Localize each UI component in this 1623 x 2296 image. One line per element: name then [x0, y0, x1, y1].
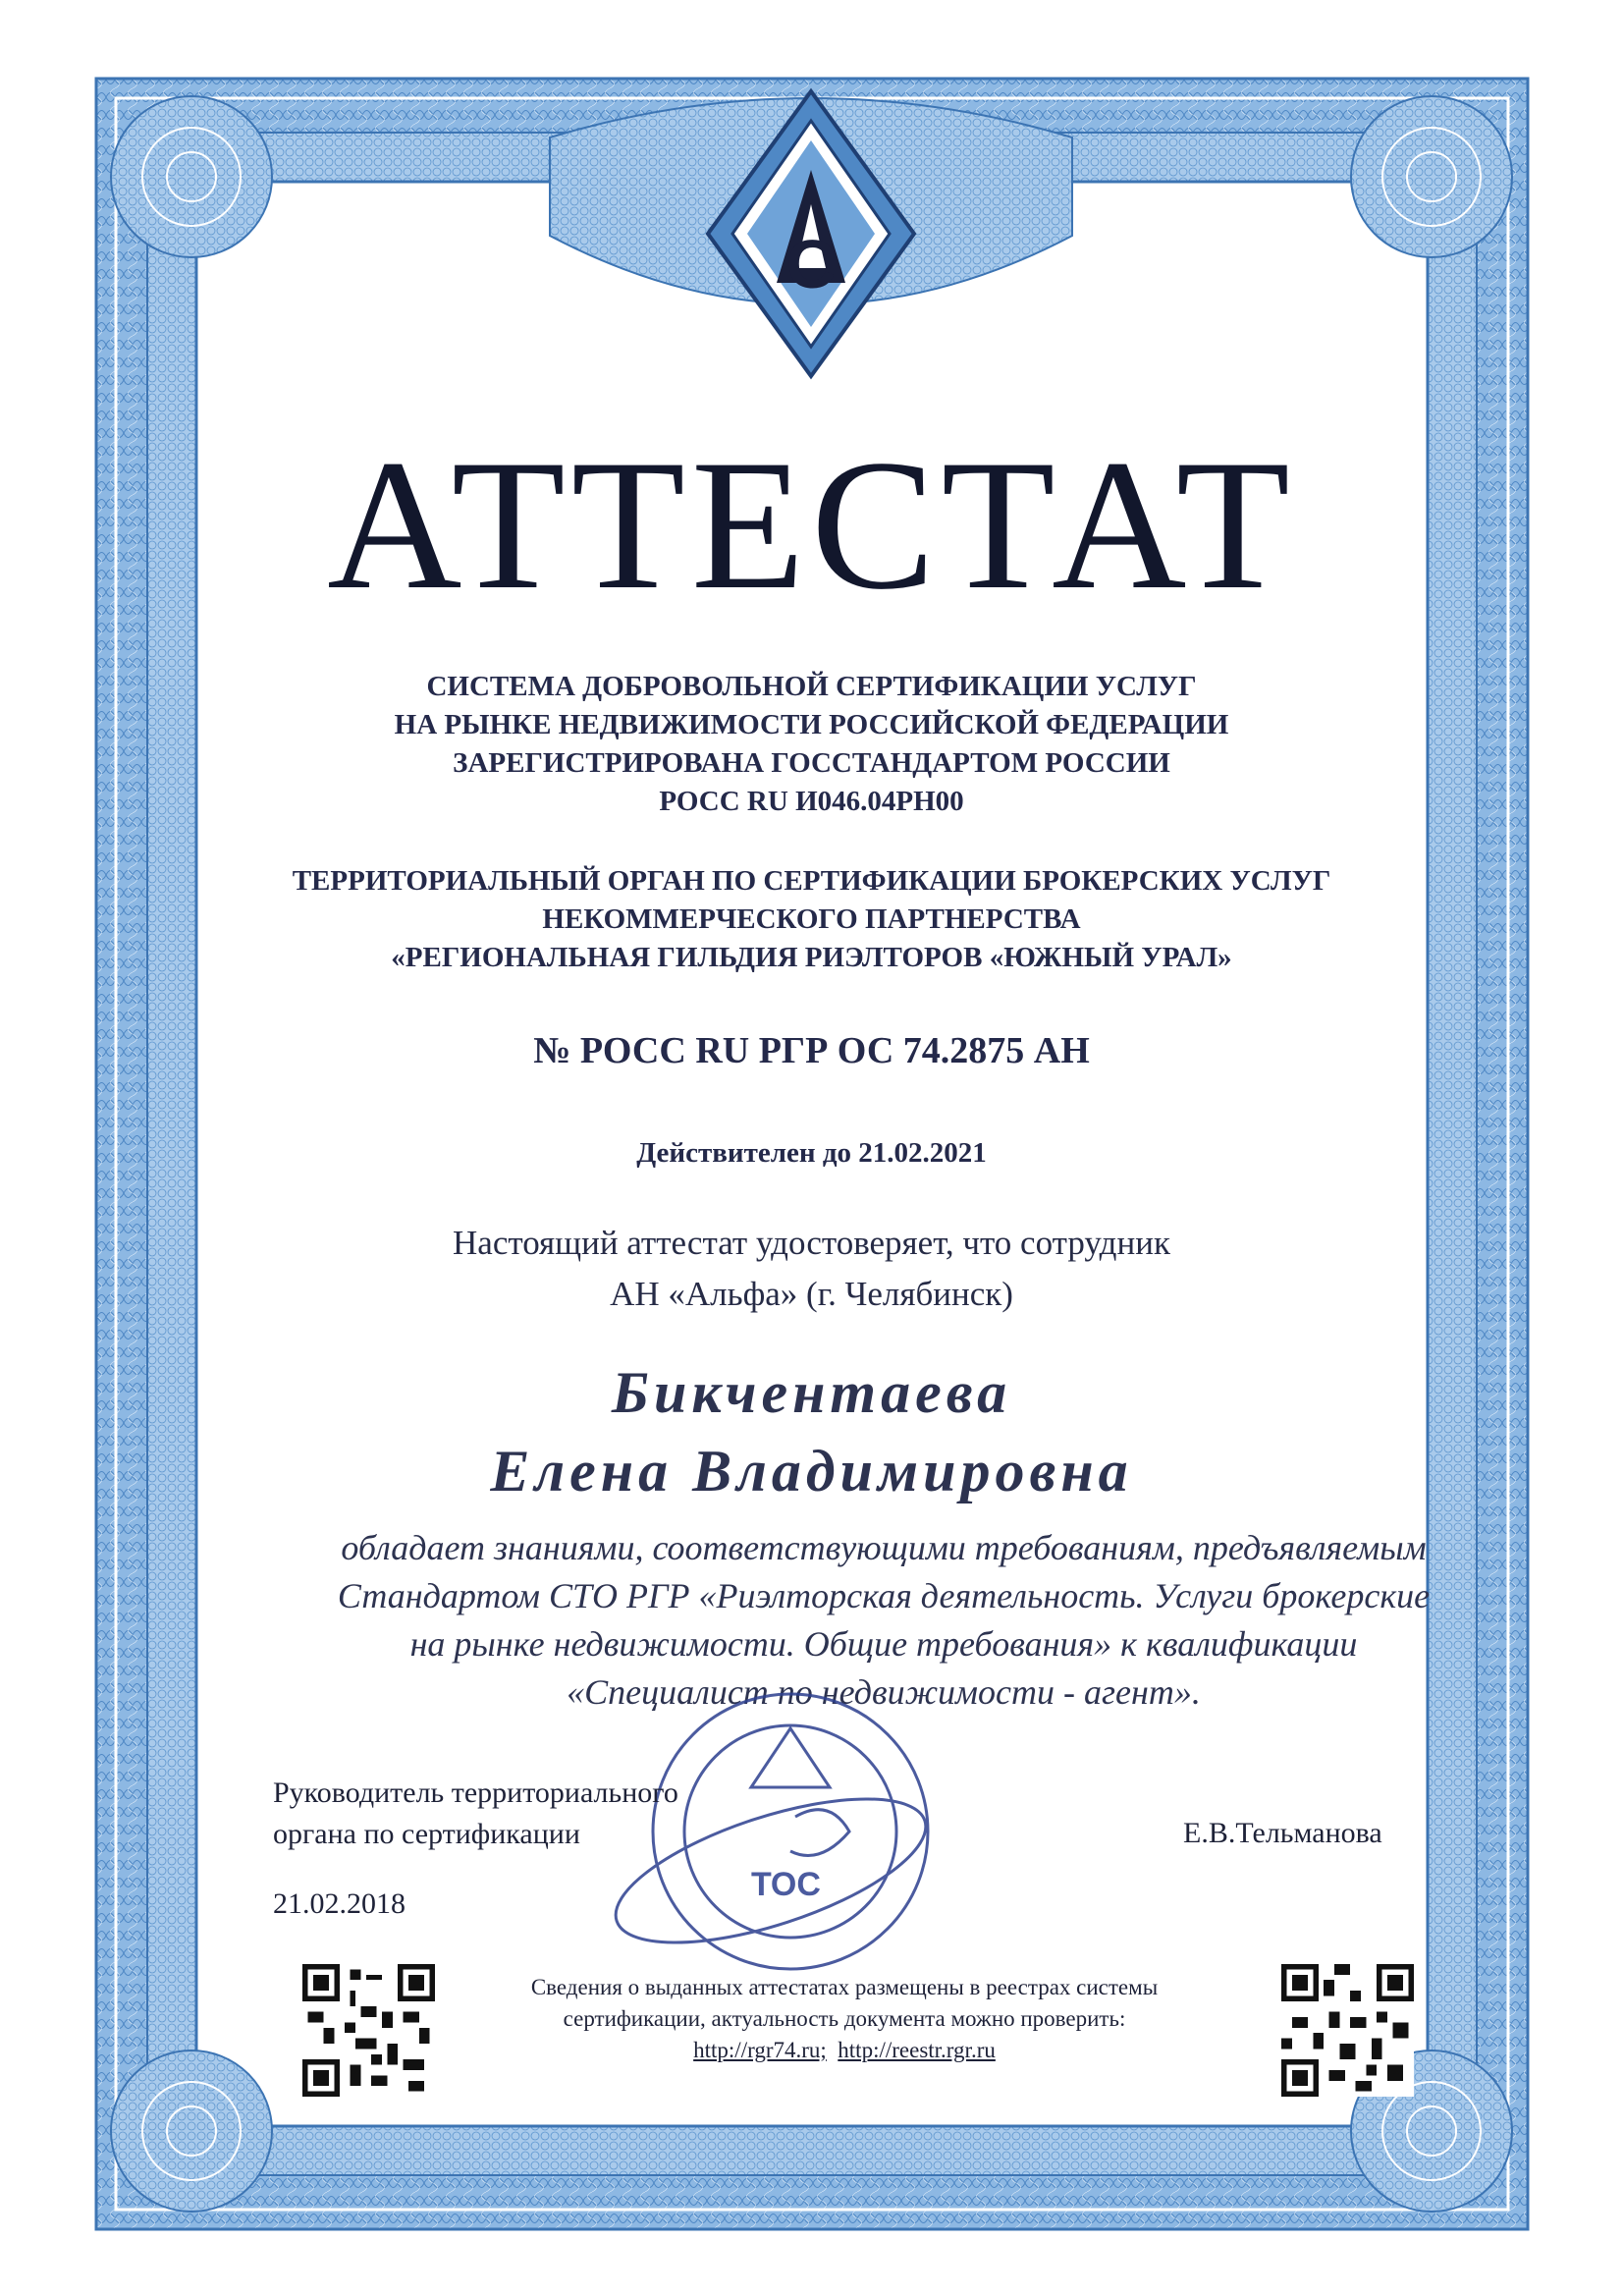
system-block: [0, 668, 1623, 821]
certificate-number: № РОСС RU РГР ОС 74.2875 АН: [533, 1030, 1090, 1071]
signatory-role: [273, 1773, 678, 1855]
holder-given-names: Елена Владимировна: [490, 1439, 1133, 1503]
qr-code-icon: [302, 1964, 435, 2097]
svg-text:C: C: [785, 226, 837, 302]
attest-line: Настоящий аттестат удостоверяет, что сотрудник: [453, 1224, 1170, 1262]
territorial-body-block: [0, 862, 1623, 977]
qr-code-icon: [1281, 1964, 1414, 2097]
valid-until: Действителен до 21.02.2021: [636, 1137, 987, 1169]
issue-date: 21.02.2018: [273, 1887, 406, 1920]
certificate-title: АТТЕСТАТ: [327, 422, 1296, 629]
registry-line: сертификации, актуальность документа можно проверить:: [563, 2006, 1126, 2031]
holder-name: [0, 1353, 1623, 1510]
role-line: Руководитель территориального: [273, 1777, 678, 1809]
role-line: органа по сертификации: [273, 1818, 580, 1850]
registry-links: [452, 2035, 1237, 2066]
employer-line: АН «Альфа» (г. Челябинск): [610, 1275, 1013, 1313]
system-registration: РОСС RU И046.04РН00: [659, 786, 964, 817]
signatory-name: Е.В.Тельманова: [1183, 1817, 1382, 1849]
holder-surname: Бикчентаева: [611, 1360, 1012, 1425]
description-line: обладает знаниями, соответствующими требованиям, предъявляемым: [341, 1528, 1427, 1567]
description-line: Стандартом СТО РГР «Риэлторская деятельность. Услуги брокерские: [337, 1576, 1431, 1615]
registry-link-reestr[interactable]: http://reestr.rgr.ru: [838, 2038, 996, 2062]
attest-statement: [0, 1218, 1623, 1320]
system-line: СИСТЕМА ДОБРОВОЛЬНОЙ СЕРТИФИКАЦИИ УСЛУГ: [426, 671, 1197, 702]
territorial-line: НЕКОММЕРЧЕСКОГО ПАРТНЕРСТВА: [542, 903, 1081, 935]
description-line: «Специалист по недвижимости - агент».: [567, 1672, 1201, 1712]
registry-info: [452, 1972, 1237, 2066]
stamp-text: ТОС: [751, 1866, 821, 1903]
system-line: НА РЫНКЕ НЕДВИЖИМОСТИ РОССИЙСКОЙ ФЕДЕРАЦИИ: [394, 709, 1229, 740]
rgr-diamond-logo-icon: [703, 86, 919, 381]
registry-line: Сведения о выданных аттестатах размещены в реестрах системы: [530, 1975, 1159, 1999]
registry-link-rgr74[interactable]: http://rgr74.ru;: [693, 2038, 827, 2062]
description-line: на рынке недвижимости. Общие требования» к квалификации: [409, 1624, 1358, 1664]
territorial-line: «РЕГИОНАЛЬНАЯ ГИЛЬДИЯ РИЭЛТОРОВ «ЮЖНЫЙ УРАЛ»: [391, 942, 1232, 973]
system-line: ЗАРЕГИСТРИРОВАНА ГОССТАНДАРТОМ РОССИИ: [453, 747, 1170, 779]
territorial-line: ТЕРРИТОРИАЛЬНЫЙ ОРГАН ПО СЕРТИФИКАЦИИ БРОКЕРСКИХ УСЛУГ: [292, 865, 1331, 897]
